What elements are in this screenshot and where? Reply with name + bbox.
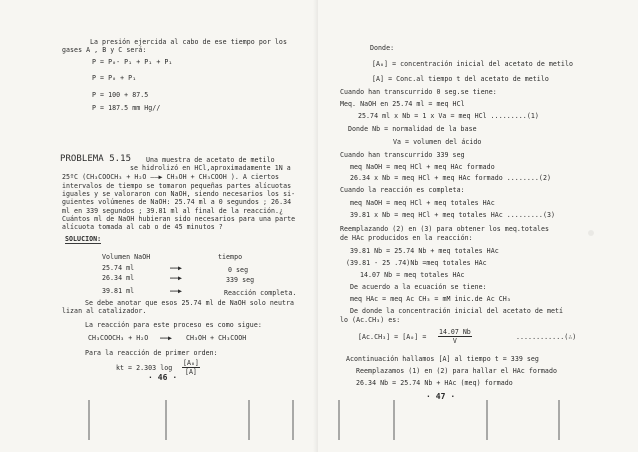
text-line: 25ºC (CH₃COOCH₃ + H₂O ——▶ CH₃OH + CH₃COOH ). A ciertos (62, 173, 280, 181)
binding-mark (292, 400, 294, 440)
equation-line: 14.07 Nb = meq totales HAc (360, 271, 465, 279)
text-line: Cuando han transcurrido 0 seg.se tiene: (340, 88, 497, 96)
text-line: de HAc producidos en la reacción: (340, 234, 473, 242)
reaction-right: CH₃OH + CH₃COOH (186, 334, 247, 342)
text-line: se hidrolizó en HCl,aproximadamente 1N a (130, 164, 291, 172)
text-line: De acuerdo a la ecuación se tiene: (350, 283, 487, 291)
fraction-numerator: 14.07 Nb (439, 328, 471, 336)
equation-line: meq NaOH = meq HCl + meq totales HAc (350, 199, 495, 207)
equation-line: P = 187.5 mm Hg// (92, 104, 161, 112)
concentration-equation: [Ac.CH₃] = [A₀] = (358, 333, 427, 341)
equation-line: 26.34 Nb = 25.74 Nb + HAc (meq) formado (356, 379, 513, 387)
table-cell: 39.81 ml (102, 287, 135, 295)
text-line: iguales y se valoraron con NaOH, siendo necesarios los si- (62, 190, 296, 198)
page-number: · 46 · (148, 373, 178, 382)
fraction-denominator: [A] (184, 368, 197, 376)
equation-line: Meq. NaOH en 25.74 ml = meq HCl (340, 100, 465, 108)
text-line: Para la reacción de primer orden: (85, 349, 218, 357)
equation-line: meq NaOH = meq HCl + meq HAc formado (350, 163, 495, 171)
text-line: Donde Nb = normalidad de la base (348, 125, 477, 133)
table-cell: 339 seg (226, 276, 255, 284)
arrow-icon: ——▶ (170, 287, 183, 295)
text-line: Una muestra de acetato de metilo (146, 156, 275, 164)
equation-line: 39.81 Nb = 25.74 Nb + meq totales HAc (350, 247, 499, 255)
equation-line: meq HAc = meq Ac CH₃ = mM inic.de Ac CH₃ (350, 295, 511, 303)
smudge (588, 230, 594, 236)
table-cell: 26.34 ml (102, 274, 135, 282)
equation-line: 26.34 x Nb = meq HCl + meq HAc formado ........(2) (350, 174, 551, 182)
binding-mark (338, 400, 340, 440)
text-line: De donde la concentración inicial del acetato de metí (350, 307, 564, 315)
arrow-icon: ——▶ (170, 264, 183, 272)
binding-mark (248, 400, 250, 440)
table-cell: Reacción completa. (224, 289, 297, 297)
binding-mark (88, 400, 90, 440)
table-header: Volumen NaOH (102, 253, 151, 261)
binding-mark (558, 400, 560, 440)
left-page (0, 0, 318, 452)
fraction-denominator: V (452, 337, 457, 345)
equation-line: 25.74 ml x Nb = 1 x Va = meq HCl .........(1) (358, 112, 539, 120)
equation-line: P = 100 + 87.5 (92, 91, 149, 99)
text-line: Cuando la reacción es completa: (340, 186, 465, 194)
solution-heading (65, 235, 101, 243)
log-fraction (182, 359, 200, 376)
definition-line: [A₀] = concentración inicial del acetato de metilo (372, 60, 573, 68)
solution-label: SOLUCION: (65, 235, 102, 243)
equation-line: P = P₀- P₁ + P₁ + P₁ (92, 58, 173, 66)
table-cell: 0 seg (228, 266, 249, 274)
concentration-fraction (438, 328, 472, 345)
right-page (318, 0, 638, 452)
text-line: ml en 339 segundos ; 39.81 ml al final de la reacción.¿ (62, 207, 284, 215)
text-line: guientes volúmenes de NaOH: 25.74 ml a 0 segundos ; 26.34 (62, 198, 292, 206)
definition-line: [A] = Conc.al tiempo t del acetato de metilo (372, 75, 549, 83)
equation-line: P = P₀ + P₁ (92, 74, 137, 82)
text-line: Reemplazando (2) en (3) para obtener los meq.totales (340, 225, 550, 233)
problem-heading: PROBLEMA 5.15 (60, 154, 132, 164)
text-line: Donde: (370, 44, 395, 52)
equation-line: 39.81 x Nb = meq HCl + meq totales HAc .........(3) (350, 211, 556, 219)
reaction-left: CH₃COOCH₃ + H₂O (88, 334, 149, 342)
text-line: Reemplazamos (1) en (2) para hallar el HAc formado (356, 367, 557, 375)
equation-number: ............(∴) (516, 333, 577, 341)
text-line: Va = volumen del ácido (393, 138, 482, 146)
fraction-numerator: [A₀] (183, 359, 199, 367)
text-line: Acontinuación hallamos [A] al tiempo t = 339 seg (346, 355, 539, 363)
text-line: La presión ejercida al cabo de ese tiempo por los (90, 38, 287, 46)
text-line: La reacción para este proceso es como sigue: (85, 321, 262, 329)
equation-line: (39.81 - 25 .74)Nb =meq totales HAc (346, 259, 487, 267)
table-header: tiempo (218, 253, 243, 261)
table-cell: 25.74 ml (102, 264, 135, 272)
arrow-icon: ——▶ (160, 334, 173, 342)
text-line: alícuota tomada al cab o de 45 minutos ? (62, 223, 223, 231)
arrow-icon: ——▶ (170, 274, 183, 282)
text-line: lo (Ac.CH₃) es: (340, 316, 401, 324)
binding-mark (393, 400, 395, 440)
binding-mark (486, 400, 488, 440)
page-number: · 47 · (426, 392, 456, 401)
text-line: intervalos de tiempo se tomaron pequeñas partes alícuotas (62, 182, 292, 190)
text-line: lizan al catalizador. (62, 307, 147, 315)
rate-equation: kt = 2.303 log (116, 364, 173, 372)
text-line: Se debe anotar que esos 25.74 ml de NaOH solo neutra (85, 299, 295, 307)
text-line: Cuántos ml de NaOH hubieran sido necesarios para una parte (62, 215, 296, 223)
binding-mark (165, 400, 167, 440)
text-line: Cuando han transcurrido 339 seg (340, 151, 465, 159)
text-line: gases A , B y C será: (62, 46, 147, 54)
